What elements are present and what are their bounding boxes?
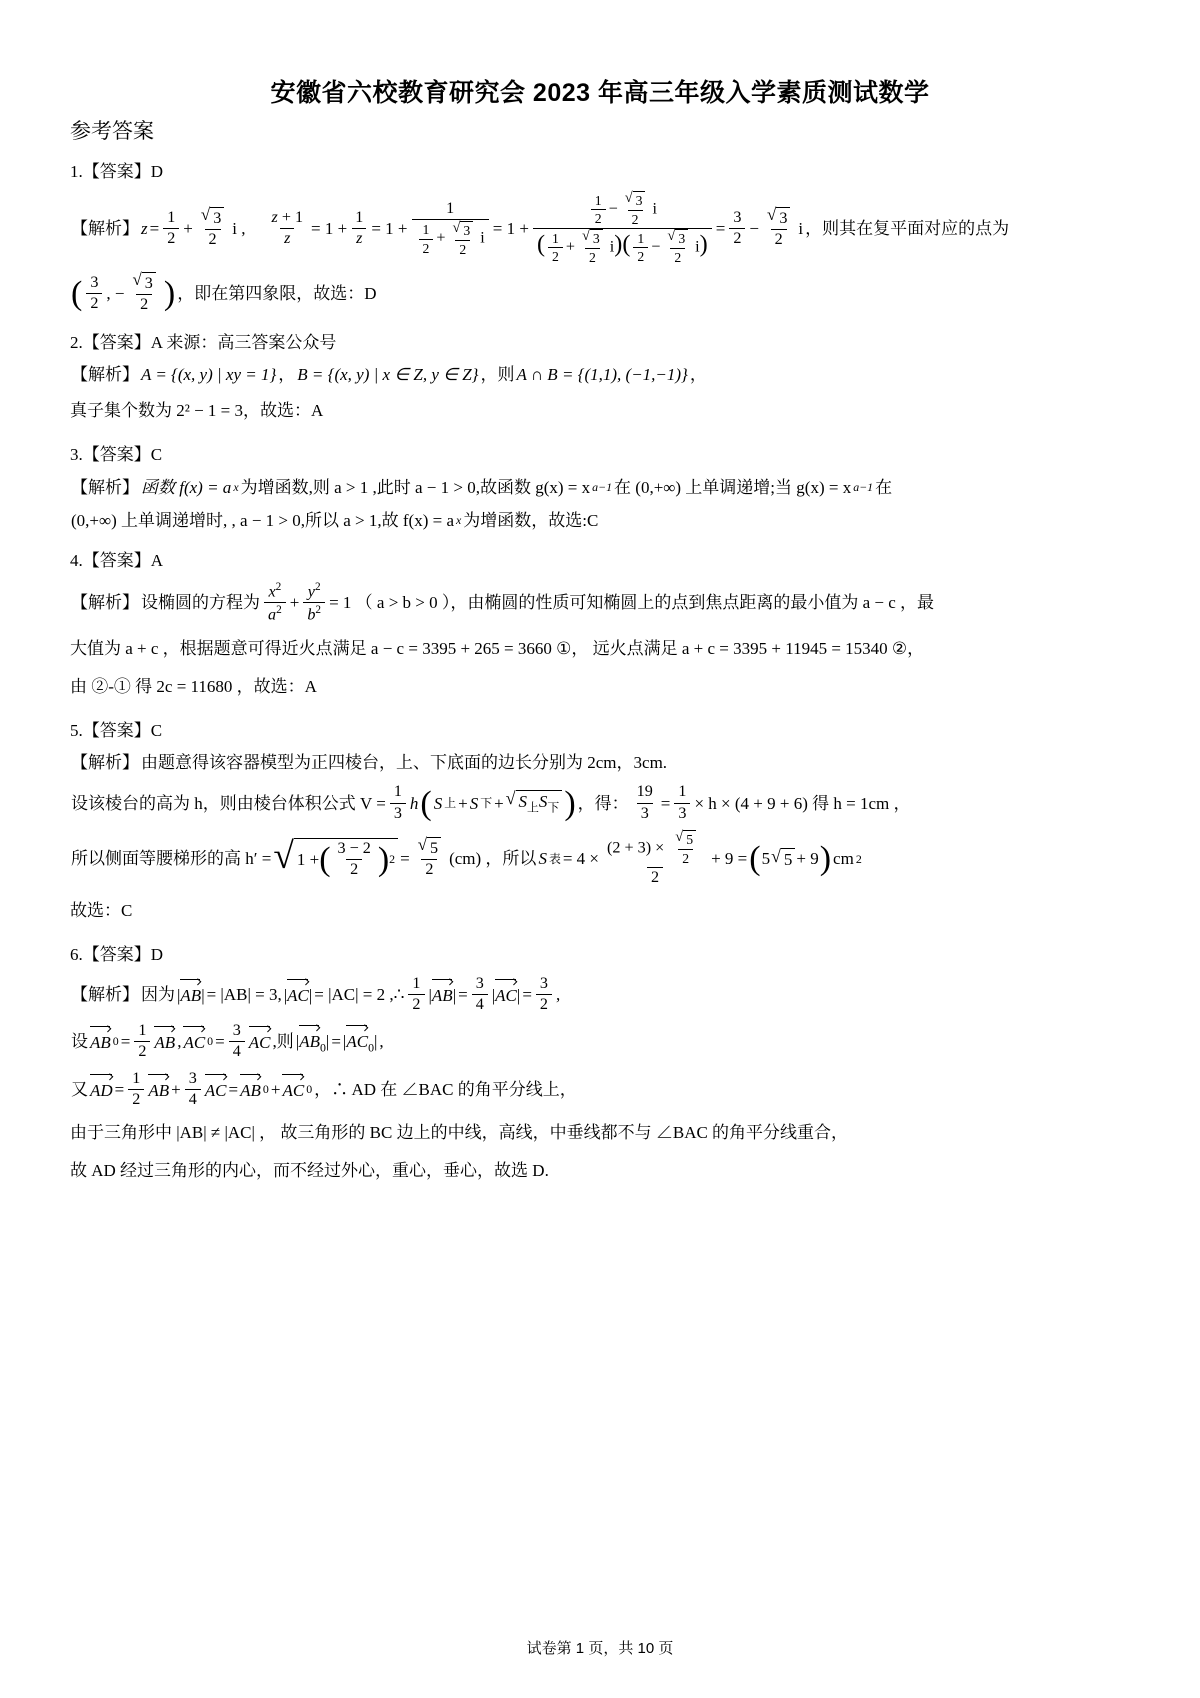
q5-line3-d: + 9 =: [711, 849, 748, 869]
q6-line3-a: 又: [71, 1079, 88, 1099]
question-2-answer: 2.【答案】A 来源：高三答案公众号: [70, 332, 337, 352]
question-4-line2: 大值为 a + c ，根据题意可得近火点满足 a − c = 3395 + 265 = 3660 ①， 远火点满足 a + c = 3395 + 11945 = 15340 ②，: [70, 638, 925, 658]
q6-line1-a: 因为: [141, 984, 175, 1004]
q2-intersection: A ∩ B = {(1,1), (−1,−1)}: [516, 365, 688, 385]
question-3-answer: 3.【答案】C: [70, 445, 163, 465]
q6-line2-a: 设: [71, 1032, 88, 1052]
q3-line2-tail: 为增函数，故选:C: [463, 510, 599, 530]
q5-line1: 由题意得该容器模型为正四棱台，上、下底面的边长分别为 2cm，3cm.: [141, 753, 668, 773]
q5-line3-c: = 4 ×: [562, 849, 600, 869]
q5-line2-a: 设该棱台的高为 h，则由棱台体积公式 V =: [71, 793, 386, 813]
q4-part-a: 设椭圆的方程为: [141, 593, 260, 613]
solution-label-3: 【解析】: [71, 477, 139, 497]
q5-line2-b: ，得：: [577, 793, 629, 813]
q3-part-a: 函数 f(x) = a: [141, 477, 232, 497]
question-6-line5: 故 AD 经过三角形的内心，而不经过外心，重心，垂心，故选 D.: [70, 1161, 549, 1181]
q4-part-b: = 1 （ a > b > 0 ），由椭圆的性质可知椭圆上的点到焦点距离的最小值为 a − c ，最: [329, 593, 935, 613]
q2-then: ，则: [480, 365, 515, 385]
page-footer: 试卷第 1 页，共 10 页: [526, 1640, 674, 1657]
q6-line1-b: = |AB| = 3,: [206, 984, 282, 1004]
question-5-solution: [70, 749, 1130, 776]
question-6-line2: 设 AB 0 = $\frac{1}{2}$ AB , AC 0 = $\frac{3}{4}$ AC ,则 $|AB_0|$ = $|AC_0|$ ,: [70, 1021, 1130, 1062]
solution-label-6: 【解析】: [71, 984, 139, 1004]
q3-line2: (0,+∞) 上单调递增时, , a − 1 > 0,所以 a > 1,故 f(x) = a: [71, 510, 454, 530]
question-4-answer: 4.【答案】A: [70, 551, 164, 571]
question-5-line3: 所以侧面等腰梯形的高 h′ = √ 1 + ( $\frac{3 - 2}{2}$ ) 2 = √ 5 2 (cm) ，所以 S 表 = 4 × (2 + 3) × √ 5 2 2 + 9 = ( 5 √ 5 + 9 ) cm 2: [70, 830, 1130, 889]
solution-label-2: 【解析】: [71, 365, 139, 385]
q6-line1-c: = |AC| = 2 ,∴: [314, 984, 405, 1004]
question-3-solution: 【解析】 函数 f(x) = a x 为增函数,则 a > 1 ,此时 a − 1 > 0,故函数 g(x) = x a−1 在 (0,+∞) 上单调递增;当 g(x) = x a−1 在: [70, 474, 1130, 501]
question-6-line3: 又 AD = $\frac{1}{2}$ AB + $\frac{3}{4}$ AC = AB 0 + AC 0 ，∴ AD 在 ∠BAC 的角平分线上，: [70, 1069, 1130, 1110]
question-2-solution: 【解析】 A = {(x, y) | xy = 1} ， B = {(x, y) | x ∈ Z, y ∈ Z} ，则 A ∩ B = {(1,1), (−1,−1)} ，: [70, 361, 1130, 388]
question-1-line2: ( $\frac{3}{2}$ , − √ 3 2 ) ，即在第四象限，故选：D: [70, 272, 1130, 315]
question-6-solution: 【解析】 因为 |AB| = |AB| = 3, |AC| = |AC| = 2 ,∴ $\frac{1}{2}$ |AB| = $\frac{3}{4}$ |AC| = $\frac{3}{2}$ ,: [70, 974, 1130, 1015]
q5-line3-a: 所以侧面等腰梯形的高 h′ =: [71, 849, 272, 869]
q5-line3-b: (cm) ，所以: [449, 849, 537, 869]
q6-line3-b: ，∴ AD 在 ∠BAC 的角平分线上，: [314, 1079, 577, 1099]
q1-line2-tail: ，即在第四象限，故选：D: [177, 284, 377, 304]
question-6-answer: 6.【答案】D: [70, 945, 164, 965]
question-5-line4: 故选：C: [70, 901, 133, 921]
q3-part-d: 在: [875, 477, 893, 497]
solution-label-1: 【解析】: [71, 218, 139, 238]
question-1-answer: 1.【答案】D: [70, 162, 164, 181]
question-6-line4: 由于三角形中 |AB| ≠ |AC| ， 故三角形的 BC 边上的中线，高线，中垂线都不与 ∠BAC 的角平分线重合，: [70, 1123, 849, 1143]
q3-part-b: 为增函数,则 a > 1 ,此时 a − 1 > 0,故函数 g(x) = x: [240, 477, 591, 497]
solution-label-4: 【解析】: [71, 593, 139, 613]
q1-tail: ，则其在复平面对应的点为: [805, 218, 1010, 238]
question-2-line2: 真子集个数为 2² − 1 = 3，故选：A: [70, 401, 324, 421]
question-4-solution: 【解析】 设椭圆的方程为 $\frac{x^2}{a^2}$ + $\frac{y^2}{b^2}$ = 1 （ a > b > 0 ），由椭圆的性质可知椭圆上的点到焦点距离的最小值为 a − c ，最: [70, 580, 1130, 626]
q2-comma: ，: [689, 365, 707, 385]
question-1-solution: 【解析】 z = $\frac{1}{2}$ + √ 3 2 i , $\frac{z + 1}{z}$ = 1 + $\frac{1}{z}$ = 1 + 1 $\frac{1}{2}$ + √ 3 2 i = 1 + $\frac{1}{2}$ − √ 3 2 i ( $\frac{1}{2}$ + √ 3 2 i)( $\frac{1}{2}$ − √ 3 2 i) = $\frac{3}{2}$ − √ 3 2 i ，则其在复平面对应的点为: [71, 189, 1010, 266]
q2-set-b: B = {(x, y) | x ∈ Z, y ∈ Z}: [297, 365, 479, 385]
question-5-answer: 5.【答案】C: [70, 720, 163, 740]
solution-label-5: 【解析】: [71, 753, 139, 773]
question-4-line3: 由 ②-① 得 2c = 11680 ，故选：A: [70, 676, 317, 696]
subtitle: 参考答案: [70, 119, 154, 143]
question-5-line2: 设该棱台的高为 h，则由棱台体积公式 V = $\frac{1}{3}$ h ( S 上 + S 下 + √ $S_上S_下$ ) ，得： $\frac{19}{3}$ = $\frac{1}{3}$ × h × (4 + 9 + 6) 得 h = 1cm ，: [70, 782, 1130, 823]
q5-line3-e: cm: [833, 849, 854, 869]
page-title: 安徽省六校教育研究会 2023 年高三年级入学素质测试数学: [270, 79, 930, 107]
q2-set-a: A = {(x, y) | xy = 1}: [141, 365, 277, 385]
q3-part-c: 在 (0,+∞) 上单调递增;当 g(x) = x: [614, 477, 852, 497]
question-3-line2: (0,+∞) 上单调递增时, , a − 1 > 0,所以 a > 1,故 f(x) = a x 为增函数，故选:C: [70, 507, 1130, 534]
q5-line2-c: × h × (4 + 9 + 6) 得 h = 1cm ，: [694, 793, 911, 813]
